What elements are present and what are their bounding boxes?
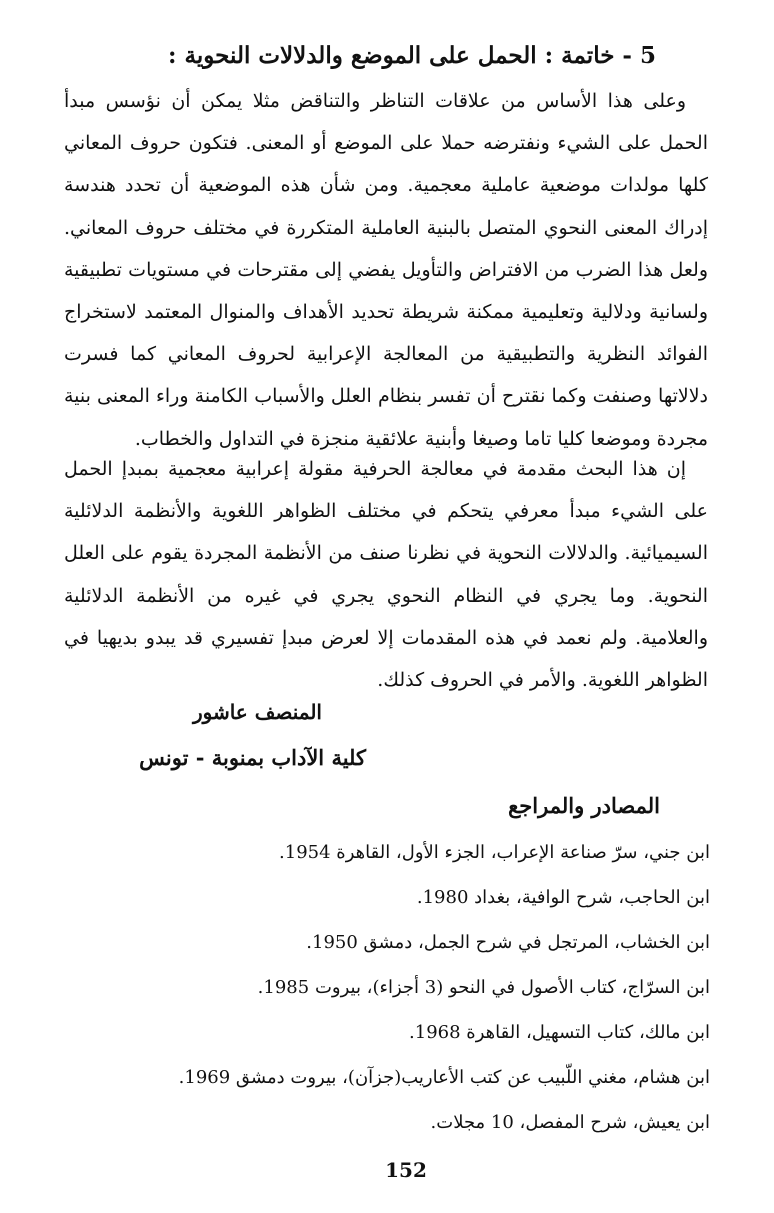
author-name: المنصف عاشور [192,700,322,724]
reference-item: ابن مالك، كتاب التسهيل، القاهرة 1968. [409,1022,710,1043]
reference-item: ابن الخشاب، المرتجل في شرح الجمل، دمشق 1950. [306,932,710,953]
reference-item: ابن جني، سرّ صناعة الإعراب، الجزء الأول، القاهرة 1954. [279,842,710,863]
author-institution: كلية الآداب بمنوبة - تونس [139,745,366,770]
reference-item: ابن يعيش، شرح المفصل، 10 مجلات. [430,1112,710,1133]
references-list [70,830,710,1145]
reference-item: ابن السرّاج، كتاب الأصول في النحو (3 أجزاء)، بيروت 1985. [257,977,710,998]
reference-item: ابن الحاجب، شرح الوافية، بغداد 1980. [416,887,710,908]
section-heading: 5 - خاتمة : الحمل على الموضع والدلالات النحوية : [168,42,656,69]
conclusion-paragraph-2: إن هذا البحث مقدمة في معالجة الحرفية مقولة إعرابية معجمية بمبدإ الحمل على الشيء مبدأ معرفي يتحكم في مختلف الظواهر اللغوية والأنظمة الدلائلية السيميائية. والدلالات النحوية في نظرنا صنف من الأنظمة المجردة يقوم على العلل النحوية. وما يجري في النظام النحوي يجري في غيره من الأنظمة الدلائلية والعلامية. ولم نعمد في هذه المقدمات إلا لعرض مبدإ تفسيري قد يبدو بديهيا في الظواهر اللغوية. والأمر في الحروف كذلك. [64,458,708,692]
conclusion-paragraph-1: وعلى هذا الأساس من علاقات التناظر والتناقض مثلا يمكن أن نؤسس مبدأ الحمل على الشيء ونفترضه حملا على الموضع أو المعنى. فتكون حروف المعاني كلها مولدات موضعية عاملية معجمية. ومن شأن هذه الموضعية أن تحدد هندسة إدراك المعنى النحوي المتصل بالبنية العاملية المتكررة في مختلف حروف المعاني. ولعل هذا الضرب من الافتراض والتأويل يفضي إلى مقترحات في مستويات تطبيقية ولسانية ودلالية وتعليمية ممكنة شريطة تحديد الأهداف والمنوال المعتمد لاستخراج الفوائد النظرية والتطبيقية من المعالجة الإعرابية لحروف المعاني كما فسرت دلالاتها وصنفت وكما نقترح أن تفسر بنظام العلل والأسباب الكامنة وراء المعنى بنية مجردة وموضعا كليا تاما وصيغا وأبنية علائقية منجزة في التداول والخطاب. [64,90,708,450]
references-title: المصادر والمراجع [508,793,660,818]
page-number: 152 [385,1158,427,1182]
reference-item: ابن هشام، مغني اللّبيب عن كتب الأعاريب(جزآن)، بيروت دمشق 1969. [178,1067,710,1088]
